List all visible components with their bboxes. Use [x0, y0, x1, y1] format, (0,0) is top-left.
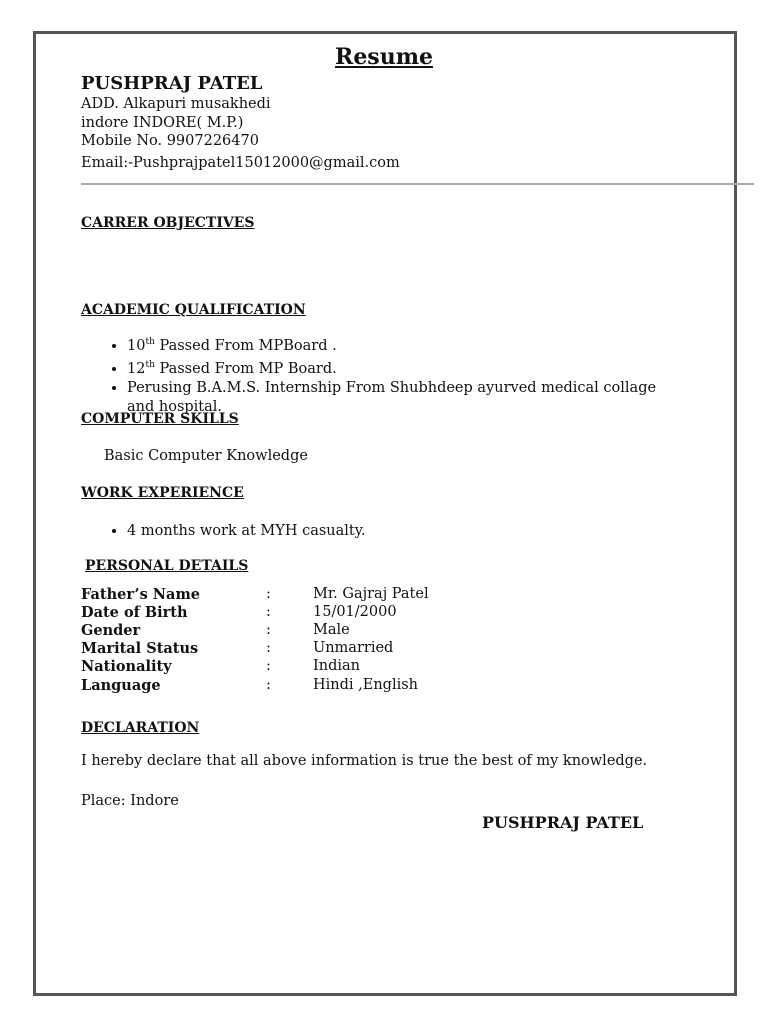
- detail-separator: :: [266, 586, 271, 602]
- career-objectives-heading: CARRER OBJECTIVES: [81, 215, 255, 231]
- detail-separator: :: [266, 640, 271, 656]
- detail-label: Language: [81, 677, 161, 694]
- work-experience-list: [101, 522, 687, 541]
- detail-label: Father’s Name: [81, 586, 201, 603]
- address-line-2: indore INDORE( M.P.): [81, 115, 244, 131]
- detail-value: 15/01/2000: [313, 604, 397, 620]
- detail-value: Indian: [313, 658, 360, 674]
- detail-separator: :: [266, 677, 271, 693]
- detail-value: Unmarried: [313, 640, 394, 656]
- academic-item: • Perusing B.A.M.S. Internship From Shubhdeep ayurved medical collage and hospital.: [127, 379, 687, 417]
- place-text: Place: Indore: [81, 793, 179, 809]
- detail-label: Date of Birth: [81, 604, 188, 621]
- personal-details-heading: PERSONAL DETAILS: [85, 558, 249, 574]
- header-divider: [81, 183, 754, 185]
- academic-list: [101, 333, 687, 417]
- applicant-name: PUSHPRAJ PATEL: [81, 73, 263, 94]
- detail-separator: :: [266, 658, 271, 674]
- detail-value: Male: [313, 622, 350, 638]
- computer-skills-heading: COMPUTER SKILLS: [81, 411, 239, 427]
- work-item: • 4 months work at MYH casualty.: [127, 522, 687, 541]
- computer-skills-text: Basic Computer Knowledge: [104, 448, 308, 464]
- detail-value: Hindi ,English: [313, 677, 419, 693]
- detail-separator: :: [266, 622, 271, 638]
- address-line-1: ADD. Alkapuri musakhedi: [81, 96, 271, 112]
- detail-value: Mr. Gajraj Patel: [313, 586, 429, 602]
- page-border: [33, 31, 737, 996]
- detail-label: Marital Status: [81, 640, 199, 657]
- detail-label: Gender: [81, 622, 141, 639]
- signature-name: PUSHPRAJ PATEL: [482, 813, 644, 832]
- academic-item: • 10th Passed From MPBoard .: [127, 333, 687, 356]
- mobile-number: Mobile No. 9907226470: [81, 133, 259, 149]
- academic-qualification-heading: ACADEMIC QUALIFICATION: [81, 302, 306, 318]
- detail-label: Nationality: [81, 658, 172, 675]
- declaration-heading: DECLARATION: [81, 720, 200, 736]
- declaration-text: I hereby declare that all above information is true the best of my knowledge.: [81, 753, 648, 769]
- detail-separator: :: [266, 604, 271, 620]
- work-experience-heading: WORK EXPERIENCE: [81, 485, 244, 501]
- email-address: Email:-Pushprajpatel15012000@gmail.com: [81, 155, 400, 171]
- document-title: Resume: [335, 44, 433, 70]
- academic-item: • 12th Passed From MP Board.: [127, 356, 687, 379]
